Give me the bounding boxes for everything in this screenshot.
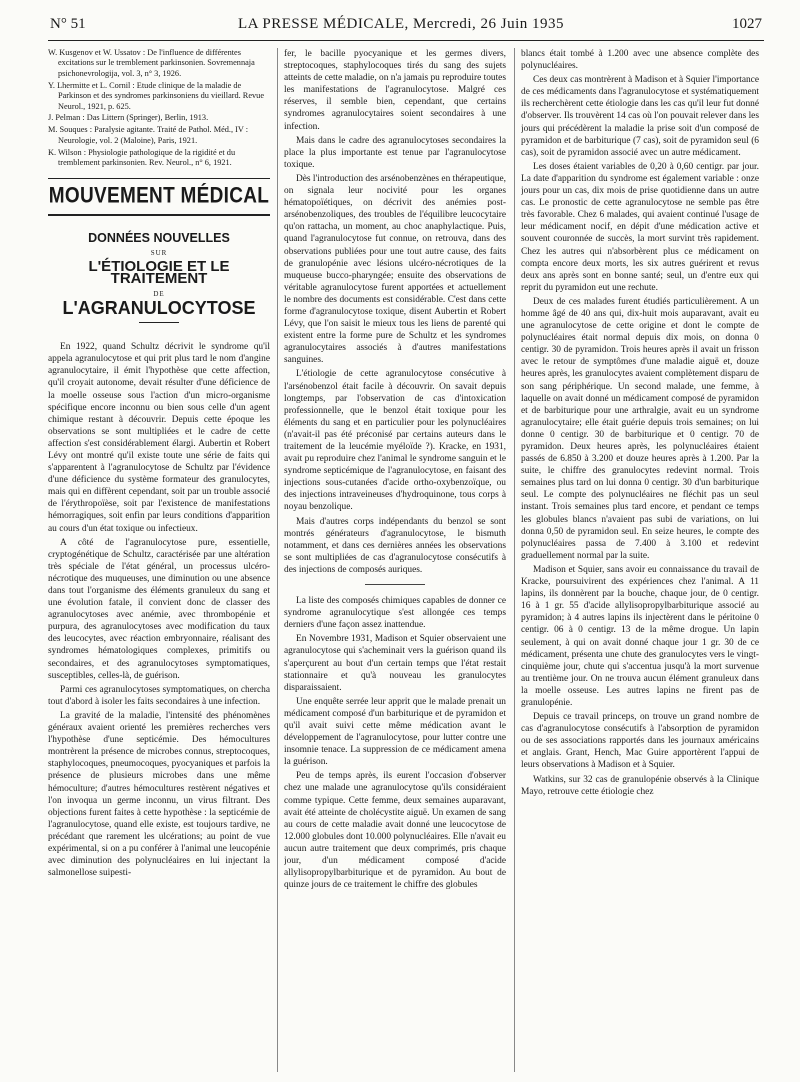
title-rule <box>139 322 179 323</box>
paragraph: Depuis ce travail princeps, on trouve un grand nombre de cas d'agranulocytose consécutifs à l'absorption de pyramidon ou de ses associations rapportés dans les journaux américains et anglais. Grant, Hench, Mac Guire apportèrent l'appui de leurs observations à Madison et à Squier. <box>521 712 759 771</box>
article-title-line: L'AGRANULOCYTOSE <box>62 298 256 319</box>
paragraph: A côté de l'agranulocytose pure, essentielle, cryptogénétique de Schultz, caractérisée par une altération très spéciale de l'état général, un processus ulcéro-nécrotique des muqueuses, une diminution ou une absence dans tout l'organisme des éléments granuleux du sang et une évolution fatale, il convient donc de classer des agranulocytoses avec anémie, avec thrombopénie et purpura, des agranulocytoses avec modification du taux des leucocytes, avec réaction embryonnaire, réalisant des syndromes hématologiques complexes, primitifs ou secondaires, et des agranulocytoses symptomatiques, susceptibles, celles-là, de guérison. <box>48 537 270 681</box>
page-number: 1027 <box>732 16 762 32</box>
reference-item: J. Pelman : Das Littern (Springer), Berlin, 1913. <box>48 113 209 123</box>
reference-item: M. Souques : Paralysie agitante. Traité de Pathol. Méd., IV : Neurologie, vol. 2 (Maloine), Paris, 1921. <box>48 125 249 145</box>
column-rule <box>277 48 278 1072</box>
paragraph: Mais dans le cadre des agranulocytoses secondaires la place la plus importante est tenue par l'agranulocytose toxique. <box>284 135 506 170</box>
paragraph: Watkins, sur 32 cas de granulopénie observés à la Clinique Mayo, retrouve cette étiologie chez <box>521 774 759 797</box>
paragraph: En 1922, quand Schultz décrivit le syndrome qu'il appela agranulocytose et qui prit plus tard le nom d'angine agranulocytaire, il émit l'hypothèse que cette affection, qu'il croyait autonome, devait résulter d'une déficience de la moelle osseuse sous l'action d'un micro-organisme spécifique encore inconnu ou bien sous celle d'un agent chimique restant à découvrir. Depuis cette époque les observations se sont multipliées et le cadre de cette affection s'est considérablement élargi. Aubertin et Robert Lévy ont montré qu'il existe toute une série de faits qui s'apparentent à l'agranulocytose de Schultz par l'évidence d'une déficience du système formateur des granulocytes, mais qui en diffèrent cependant, soit par un trouble associé de l'érythropoïèse, soit par l'existence de manifestations hémorragiques, soit enfin par leurs conditions d'apparition au cours d'un état toxique ou infectieux. <box>48 342 270 534</box>
column-3 <box>521 48 759 1072</box>
column-rule <box>514 48 515 1072</box>
reference-item: Y. Lhermitte et L. Cornil : Etude clinique de la maladie de Parkinson et des syndromes parkinsoniens du vieillard. Revue Neurol., 1921, p. 625. <box>48 80 265 111</box>
paragraph: En Novembre 1931, Madison et Squier observaient une agranulocytose qui s'acheminait vers la guérison quand ils s'aperçurent au bout d'un certain temps que l'état restait stationnaire et qu'à nouveau les granulocytes disparaissaient. <box>284 634 506 693</box>
paragraph: blancs était tombé à 1.200 avec une absence complète des polynucléaires. <box>521 49 759 72</box>
publication-line: LA PRESSE MÉDICALE, Mercredi, 26 Juin 1935 <box>238 16 564 32</box>
article-title-line: L'ÉTIOLOGIE ET LE TRAITEMENT <box>88 257 230 287</box>
article-title-connector: SUR <box>150 248 168 257</box>
article-title <box>48 232 270 324</box>
paragraph: Une enquête serrée leur apprit que le malade prenait un médicament composé d'un barbiturique et de pyramidon et qu'il avait suivi cette même médication avant le développement de l'agranulocytose, pour lutter contre une insomnie tenace. La suppression de ce médicament amena la guérison. <box>284 696 506 768</box>
paragraph: fer, le bacille pyocyanique et les germes divers, streptocoques, staphylocoques tirés du sang des sujets atteints de cette maladie, on n'a jamais pu reproduire toutes les manifestations de l'agranulocytose. Malgré ces réserves, il semble bien, cependant, que certains syndromes agranulocytaires soient secondaires à une infection. <box>284 49 506 132</box>
paragraph: Madison et Squier, sans avoir eu connaissance du travail de Kracke, poursuivirent des expériences chez l'animal. A 11 lapins, ils donnèrent par la bouche, chaque jour, de 0 centigr. 16 à 1 gr. 55 d'acide allylisopropylbarbiturique associé au pyramidon; à 4 autres lapins ils injectèrent dans le péritoine 0 centigr. 06 à 0 centigr. 13 de la même drogue. Un lapin seulement, à qui on avait donné chaque jour 1 gr. 30 de ce médicament, présenta une chute des granulocytes vers le vingt-cinquième jour, chute qui s'accentua jusqu'à la mort survenue au trentième jour. On ne trouva aucun élément granuleux dans la moelle osseuse. Les autres lapins ne firent pas de granulopénie. <box>521 564 759 708</box>
paragraph: Dès l'introduction des arsénobenzènes en thérapeutique, on signala leur nocivité pour les organes hématopoïétiques, on décrivit des anémies post-arsénobenzoliques, des troubles de l'équilibre leucocytaire qu'on rattacha, un moment, au choc anaphylactique. Puis, quand l'agranulocytose fut connue, on retrouva, dans des observations publiées pour une tout autre cause, des faits de granulopénie avec lésions ulcéro-nécrotiques de la muqueuse bucco-pharyngée; ensuite des observations de véritable agranulocytose furent apportées et actuellement le nombre des documents est considérable. C'est dans cette forme d'agranulocytose toxique, disent Aubertin et Robert Lévy, que l'on saisit le mieux tous les liens de parenté qui existent entre la forme pure de Schultz et les syndromes agranulocytaires associés à d'autres manifestations sanguines. <box>284 173 506 366</box>
paragraph: Deux de ces malades furent étudiés particulièrement. A un homme âgé de 40 ans qui, dix-huit mois auparavant, avait eu une agranulocytose de cette origine et dont le compte de polynucléaires était normal depuis dix mois, on donna 0 centigr. 30 de pyramidon. Trois heures après il avait un frisson avec le retour de symptômes d'une maladie aiguë et, douze heures après, les granulocytes avaient complètement disparu de son sang périphérique. Un second malade, une femme, à laquelle on avait donné un médicament composé de pyramidon et de barbiturique pour une arthralgie, avait eu un syndrome agranulocytaire; elle était guérie depuis trois semaines; on lui donne 0 centigr. 30 de barbiturique et 0 centigr. 70 de pyramidon. Deux heures après, les polynucléaires étaient passés de 6.850 à 3.200 et douze heures après à 1.200. Par la suite, le chiffre des granulocytes redevint normal. Trois semaines plus tard on lui donna 0 centigr. 30 d'un barbiturique seul. Le compte des polynucléaires ne fléchit pas un seul instant. Trois semaines plus tard encore, et pendant ce temps les globules blancs n'avaient pas subi de variations, on lui donna 0,50 de pyramidon seul. En seize heures, le compte des polynucléaires passa de 7.400 à 3.100 et redevint graduellement normal par la suite. <box>521 296 759 561</box>
column-2 <box>284 48 506 1072</box>
column-1 <box>48 48 270 1072</box>
paragraph: Ces deux cas montrèrent à Madison et à Squier l'importance de ces médicaments dans l'agranulocytose et systématiquement ils recherchèrent cette étiologie dans les cas qu'il leur fut donné d'observer. Ils trouvèrent 14 cas où l'on pouvait relever dans les jours qui précédèrent la maladie la prise soit d'un composé de pyramidon et de barbiturique (7 cas), soit de pyramidon seul (6 cas), soit de pyramidon associé avec un autre médicament. <box>521 75 759 158</box>
references-list <box>48 48 270 168</box>
issue-number: N° 51 <box>50 16 86 32</box>
article-title-connector: DE <box>153 289 165 298</box>
paragraph: Parmi ces agranulocytoses symptomatiques, on chercha tout d'abord à isoler les faits secondaires à une infection. <box>48 684 270 707</box>
reference-item: K. Wilson : Physiologie pathologique de la rigidité et du tremblement parkinsonien. Rev. Neurol., n° 6, 1921. <box>48 147 236 168</box>
section-title: MOUVEMENT MÉDICAL <box>48 184 270 209</box>
article-title-line: DONNÉES NOUVELLES <box>88 230 230 245</box>
paragraph: Les doses étaient variables de 0,20 à 0,60 centigr. par jour. La date d'apparition du syndrome est également variable : onze jours pour un cas, dix mois de prise quotidienne dans un autre cas. Le pronostic de cette agranulocytose ne semble pas être très favorable. Chez 6 malades, qui avaient continué l'usage de leur médicament nocif, en dépit d'une médication active et souvent couronnée de succès, la mort survint très rapidement. Chez les autres qui n'absorbèrent plus ce médicament on compta encore deux morts, les six autres guérirent et revus deux ans après sont en bonne santé; seul, un d'entre eux qui reprit du pyramidon eut une rechute. <box>521 161 759 293</box>
page-header <box>48 14 764 41</box>
section-rule <box>48 214 270 216</box>
paragraph: L'étiologie de cette agranulocytose consécutive à l'arsénobenzol était facile à découvrir. On savait depuis longtemps, par l'observation de cas d'intoxication professionnelle, que le benzol était toxique pour les éléments du sang et en particulier pour les polynucléaires (n'avait-il pas été préconisé par certains auteurs dans le traitement de la leucémie myéloïde ?). Kracke, en 1931, avait pu reproduire chez l'animal le syndrome sanguin et le syndrome septicémique de l'agranulocytose, en faisant des injections sous-cutanées d'acide ortho-oxybenzoïque, ou des injections intraveineuses d'hydroquinone, tous corps à noyau benzolique. <box>284 369 506 513</box>
paragraph: Mais d'autres corps indépendants du benzol se sont montrés générateurs d'agranulocytose, le bismuth notamment, et dans ces dernières années les observations se sont multipliées de cas d'agranulocytose consécutifs à des injections de composés auriques. <box>284 516 506 575</box>
paragraph: La liste des composés chimiques capables de donner ce syndrome agranulocytique s'est allongée ces temps derniers d'une façon assez inattendue. <box>284 596 506 631</box>
separator-rule <box>365 584 425 585</box>
section-rule <box>48 178 270 179</box>
reference-item: W. Kusgenov et W. Ussatov : De l'influence de différentes excitations sur le tremblement parkinsonien. Sovremennaja psichonevrologija, vol. 3, n° 3, 1926. <box>48 48 255 78</box>
paragraph: La gravité de la maladie, l'intensité des phénomènes généraux avaient orienté les premières recherches vers l'hypothèse d'une septicémie. Des hémocultures montrèrent la présence de microbes connus, streptocoques, staphylocoques, pneumocoques, pyocyaniques et parfois la présence de plusieurs microbes dans une même hémoculture; d'autres hémocultures restèrent négatives et l'on invoqua un germe inconnu, un virus filtrant. Des objections furent faites à cette hypothèse : la septicémie de l'agranulocytose, quand elle existe, est toujours tardive, ne précédant que rarement les ulcérations; au point de vue expérimental, si on a pu conférer à l'animal une leucopénie avec diminution des polynucléaires en lui injectant la salmonellose suipesti- <box>48 710 270 879</box>
paragraph: Peu de temps après, ils eurent l'occasion d'observer chez une malade une agranulocytose qu'ils considéraient comme typique. Cette femme, deux semaines auparavant, avait été atteinte de cholécystite aiguë. Un examen de sang au cours de cette maladie avait donné une leucocytose de 12.000 globules dont 10.000 polynucléaires. Elle n'avait eu aucun autre traitement que deux comprimés, pris chaque jour, d'un médicament composé d'acide allylisopropylbarbiturique et de pyramidon. Au bout de quinze jours de ce traitement le chiffre des globules <box>284 771 506 891</box>
